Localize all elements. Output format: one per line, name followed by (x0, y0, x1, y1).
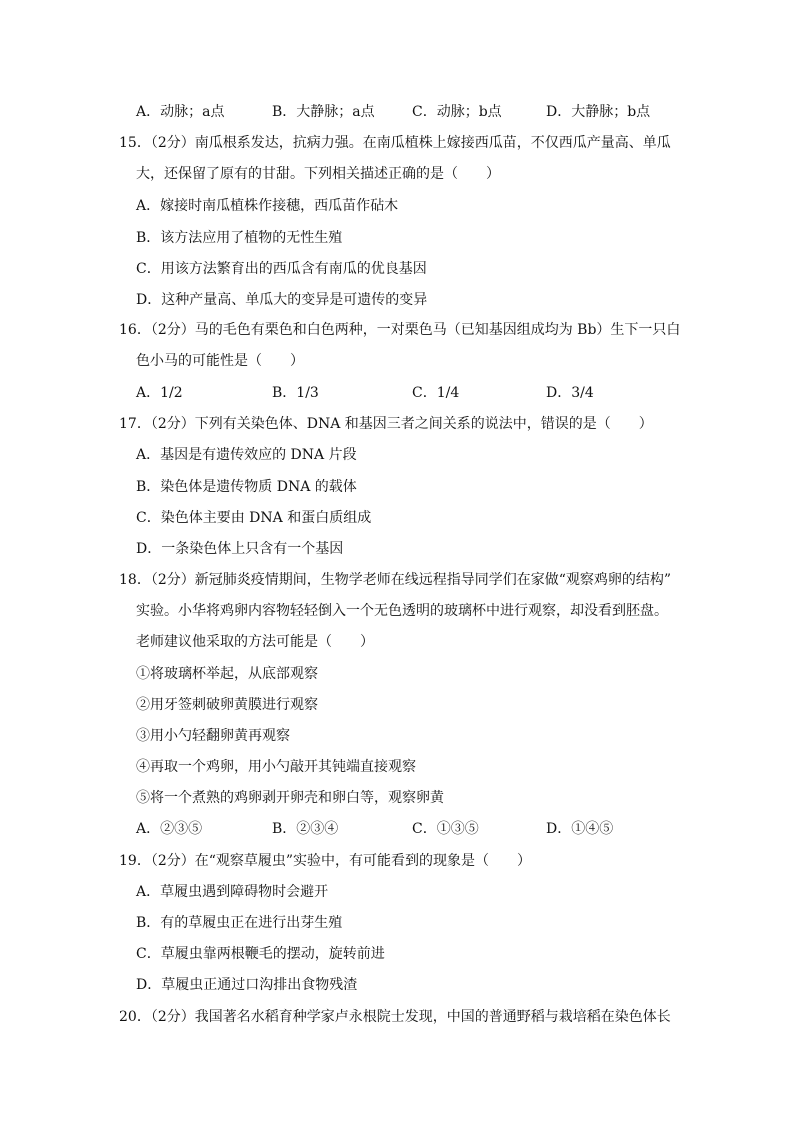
q18-stem-line3: 老师建议他采取的方法可能是（ ） (136, 634, 374, 650)
q18-item-4: ④再取一个鸡卵，用小勺敲开其钝端直接观察 (136, 759, 416, 775)
q19-option-a: A．草履虫遇到障碍物时会避开 (136, 884, 329, 900)
q17-option-a: A．基因是有遗传效应的 DNA 片段 (136, 447, 357, 463)
q16-option-d: D．3/4 (546, 385, 594, 401)
q18-item-3: ③用小勺轻翻卵黄再观察 (136, 728, 290, 744)
q18-item-2: ②用牙签刺破卵黄膜进行观察 (136, 697, 318, 713)
q15-option-c: C．用该方法繁育出的西瓜含有南瓜的优良基因 (136, 261, 427, 277)
q18-option-d: D．①④⑤ (546, 821, 614, 837)
q18-item-1: ①将玻璃杯举起，从底部观察 (136, 666, 318, 682)
q15-option-a: A．嫁接时南瓜植株作接穗，西瓜苗作砧木 (136, 198, 399, 214)
q19-option-b: B．有的草履虫正在进行出芽生殖 (136, 915, 343, 931)
q17-option-d: D．一条染色体上只含有一个基因 (136, 541, 344, 557)
q18-stem-line1: 18．（2分）新冠肺炎疫情期间，生物学老师在线远程指导同学们在家做“观察鸡卵的结构” (119, 572, 672, 588)
q19-option-d: D．草履虫正通过口沟排出食物残渣 (136, 977, 358, 993)
q16-option-c: C．1/4 (412, 385, 460, 401)
q19-option-c: C．草履虫靠两根鞭毛的摆动，旋转前进 (136, 946, 385, 962)
q18-item-5: ⑤将一个煮熟的鸡卵剥开卵壳和卵白等，观察卵黄 (136, 790, 444, 806)
q20-stem-line1: 20．（2分）我国著名水稻育种学家卢永根院士发现，中国的普通野稻与栽培稻在染色体长 (119, 1009, 671, 1025)
q19-stem-line1: 19．（2分）在“观察草履虫”实验中，有可能看到的现象是（ ） (119, 853, 532, 869)
q17-option-c: C．染色体主要由 DNA 和蛋白质组成 (136, 510, 372, 526)
q14-option-b: B．大静脉；a点 (272, 104, 375, 120)
q18-option-c: C．①③⑤ (412, 821, 479, 837)
q16-stem-line2: 色小马的可能性是（ ） (136, 353, 304, 369)
q14-option-d: D．大静脉；b点 (546, 104, 651, 120)
q16-stem-line1: 16．（2分）马的毛色有栗色和白色两种，一对栗色马（已知基因组成均为 Bb）生下一只白 (119, 322, 681, 338)
q16-option-b: B．1/3 (272, 385, 319, 401)
q15-option-d: D．这种产量高、单瓜大的变异是可遗传的变异 (136, 292, 428, 308)
q16-option-a: A．1/2 (136, 385, 183, 401)
q17-stem-line1: 17．（2分）下列有关染色体、DNA 和基因三者之间关系的说法中，错误的是（ ） (119, 416, 653, 432)
q18-stem-line2: 实验。小华将鸡卵内容物轻轻倒入一个无色透明的玻璃杯中进行观察，却没看到胚盘。 (136, 603, 668, 619)
q14-option-c: C．动脉；b点 (412, 104, 502, 120)
q18-option-b: B．②③④ (272, 821, 339, 837)
q15-stem-line1: 15．（2分）南瓜根系发达，抗病力强。在南瓜植株上嫁接西瓜苗，不仅西瓜产量高、单瓜 (119, 135, 671, 151)
q15-stem-line2: 大，还保留了原有的甘甜。下列相关描述正确的是（ ） (136, 166, 500, 182)
q15-option-b: B．该方法应用了植物的无性生殖 (136, 230, 343, 246)
q14-option-a: A．动脉；a点 (136, 104, 225, 120)
q17-option-b: B．染色体是遗传物质 DNA 的载体 (136, 479, 357, 495)
q18-option-a: A．②③⑤ (136, 821, 203, 837)
